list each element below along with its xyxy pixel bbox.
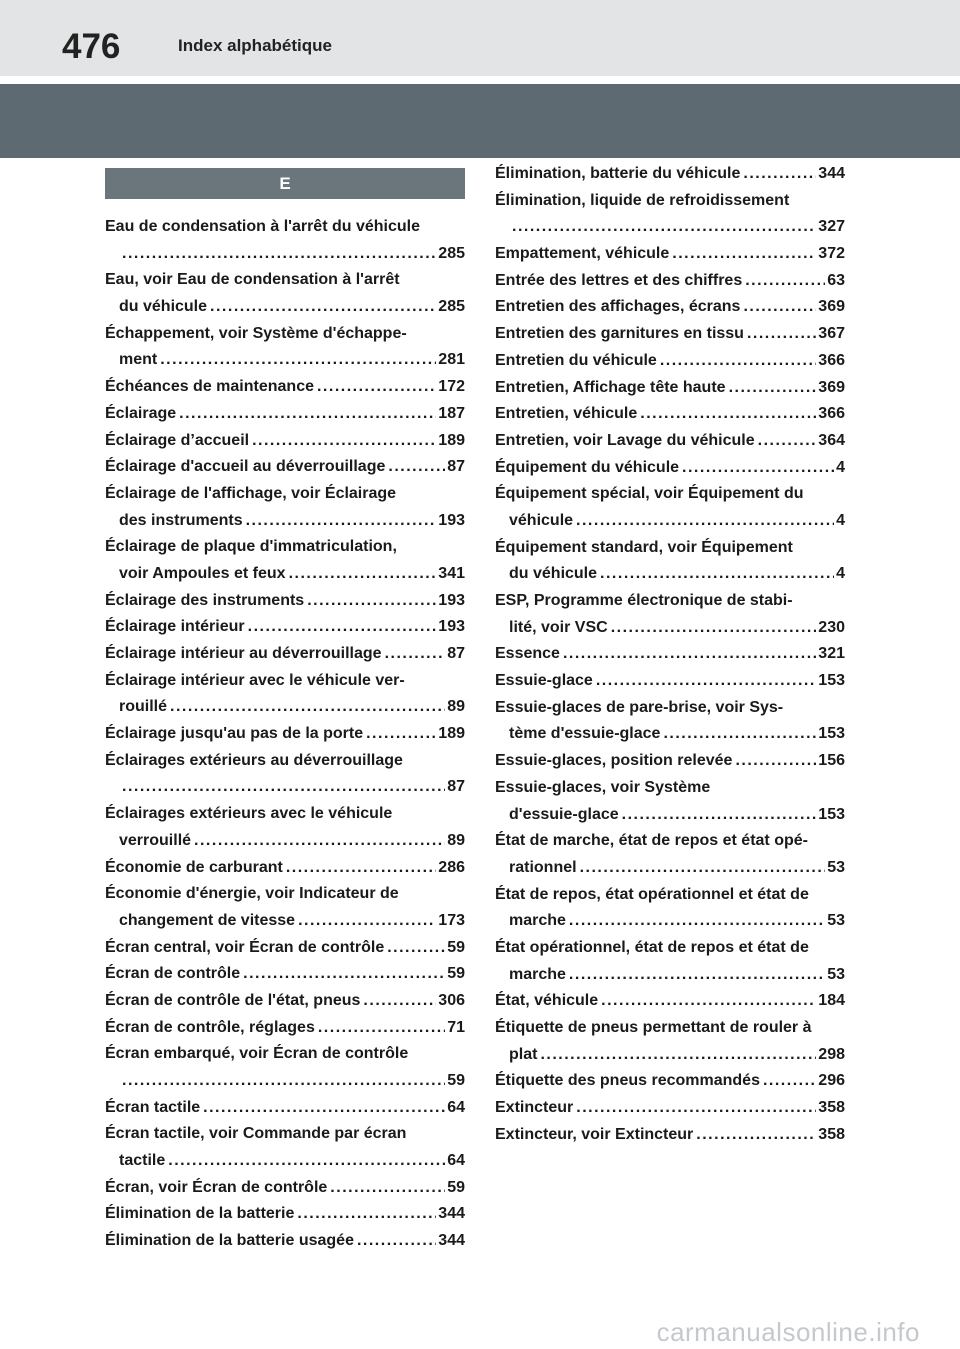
- index-entry: [495, 508, 845, 535]
- index-entry-text: Écran tactile, voir Commande par écran: [105, 1125, 407, 1143]
- index-entry: [495, 535, 845, 562]
- index-entry: [105, 935, 465, 962]
- index-entry-text: Éclairages extérieurs avec le véhicule: [105, 805, 393, 823]
- index-entry: [495, 802, 845, 829]
- dot-leader: [298, 908, 436, 935]
- dot-leader: [622, 802, 817, 829]
- index-entry-page: 366: [818, 405, 845, 423]
- index-entry-text: Écran de contrôle, réglages: [105, 1018, 315, 1036]
- index-entry: [105, 668, 465, 695]
- index-entry-text: tactile: [119, 1152, 166, 1170]
- index-entry: [495, 375, 845, 402]
- index-entry-text: Extincteur: [495, 1099, 574, 1117]
- dot-leader: [179, 401, 436, 428]
- dot-leader: [563, 641, 816, 668]
- index-entry-page: 364: [818, 431, 845, 449]
- index-entry-text: Éclairage intérieur avec le véhicule ver-: [105, 671, 405, 689]
- index-entry-text: du véhicule: [509, 565, 598, 583]
- index-entry-page: 358: [818, 1125, 845, 1143]
- index-entry: [495, 882, 845, 909]
- dot-leader: [747, 321, 816, 348]
- index-entry-text: Entretien du véhicule: [495, 351, 657, 369]
- index-entry: [495, 241, 845, 268]
- index-entry-text: verrouillé: [119, 831, 192, 849]
- index-entry: [105, 508, 465, 535]
- index-entry-page: 193: [438, 511, 465, 529]
- index-entry: [105, 588, 465, 615]
- index-entry-page: 369: [818, 298, 845, 316]
- index-entry-page: 64: [447, 1152, 465, 1170]
- index-entry: [105, 1175, 465, 1202]
- dot-leader: [160, 347, 436, 374]
- dot-leader: [289, 561, 437, 588]
- index-entry: [495, 561, 845, 588]
- index-entry: [105, 1201, 465, 1228]
- index-entry: [105, 428, 465, 455]
- index-entry: [105, 641, 465, 668]
- index-entry: [495, 1068, 845, 1095]
- index-entry-page: 369: [818, 378, 845, 396]
- index-entry-text: changement de vitesse: [119, 911, 296, 929]
- index-entry-page: 53: [827, 965, 845, 983]
- index-letter-heading: E: [105, 168, 465, 199]
- index-entry: [495, 321, 845, 348]
- index-entry-page: 372: [818, 245, 845, 263]
- index-entry: [495, 828, 845, 855]
- dot-leader: [286, 855, 436, 882]
- index-entry-page: 327: [818, 218, 845, 236]
- index-entry: [105, 1041, 465, 1068]
- header-banner: [0, 84, 960, 158]
- index-entry-text: Étiquette des pneus recommandés: [495, 1072, 760, 1090]
- index-entry: [105, 1228, 465, 1255]
- index-entry: [105, 748, 465, 775]
- index-entry-page: 87: [447, 778, 465, 796]
- index-entry: [495, 1095, 845, 1122]
- index-entry: [105, 1068, 465, 1095]
- index-entry: [495, 1042, 845, 1069]
- index-entry-text: Éclairage intérieur: [105, 618, 245, 636]
- index-entry-text: Élimination de la batterie usagée: [105, 1232, 354, 1250]
- index-entry-page: 286: [438, 858, 465, 876]
- index-entry-page: 367: [818, 325, 845, 343]
- index-entry-page: 89: [447, 831, 465, 849]
- index-entry-page: 306: [438, 991, 465, 1009]
- dot-leader: [363, 988, 436, 1015]
- dot-leader: [682, 455, 834, 482]
- index-entry: [495, 855, 845, 882]
- dot-leader: [600, 561, 834, 588]
- index-entry-text: Équipement standard, voir Équipement: [495, 538, 793, 556]
- index-entry: [495, 1015, 845, 1042]
- index-entry: [105, 454, 465, 481]
- index-entry-page: 285: [438, 298, 465, 316]
- dot-leader: [122, 241, 436, 268]
- index-entry-text: véhicule: [509, 511, 574, 529]
- index-entry-page: 189: [438, 431, 465, 449]
- dot-leader: [387, 935, 445, 962]
- index-entry-text: État, véhicule: [495, 992, 599, 1010]
- index-entry: [495, 935, 845, 962]
- dot-leader: [596, 668, 816, 695]
- index-entry-text: Écran tactile: [105, 1098, 201, 1116]
- index-entry-text: Écran de contrôle: [105, 965, 241, 983]
- dot-leader: [122, 1068, 445, 1095]
- index-entry: [105, 321, 465, 348]
- index-entry-text: Empattement, véhicule: [495, 245, 670, 263]
- index-entry-text: ment: [119, 351, 158, 369]
- index-entry-page: 64: [447, 1098, 465, 1116]
- index-entry: [105, 267, 465, 294]
- index-entry-text: Équipement du véhicule: [495, 458, 680, 476]
- index-entry: [495, 188, 845, 215]
- index-entry-text: Éclairage: [105, 404, 177, 422]
- index-entry: [105, 614, 465, 641]
- dot-leader: [194, 828, 445, 855]
- dot-leader: [758, 428, 817, 455]
- index-entry-text: d'essuie-glace: [509, 805, 619, 823]
- dot-leader: [122, 774, 445, 801]
- index-entry-page: 153: [818, 672, 845, 690]
- index-entry-page: 53: [827, 912, 845, 930]
- index-entry-page: 358: [818, 1099, 845, 1117]
- index-entry: [495, 161, 845, 188]
- index-entry-page: 4: [836, 511, 845, 529]
- index-entry-text: Étiquette de pneus permettant de rouler à: [495, 1019, 812, 1036]
- page-header: [0, 0, 960, 76]
- index-entry-text: lité, voir VSC: [509, 618, 608, 636]
- index-entry-text: Entretien, voir Lavage du véhicule: [495, 431, 755, 449]
- index-entry-text: Éclairage des instruments: [105, 591, 305, 609]
- dot-leader: [388, 454, 445, 481]
- index-entry: [495, 1122, 845, 1149]
- index-entry-text: Éclairage jusqu'au pas de la porte: [105, 725, 364, 743]
- index-entry-text: voir Ampoules et feux: [119, 564, 286, 582]
- index-entry-text: État de marche, état de repos et état opé-: [495, 832, 808, 850]
- index-entry: [495, 294, 845, 321]
- dot-leader: [569, 908, 825, 935]
- index-entry-page: 344: [438, 1232, 465, 1250]
- index-entry: [105, 347, 465, 374]
- dot-leader: [317, 374, 436, 401]
- dot-leader: [243, 961, 445, 988]
- index-entry-text: État opérationnel, état de repos et état de: [495, 938, 809, 956]
- index-entry: [105, 961, 465, 988]
- index-entry-text: Entretien des garnitures en tissu: [495, 325, 744, 343]
- watermark-strip: [0, 1313, 960, 1349]
- index-entry-text: Extincteur, voir Extincteur: [495, 1125, 694, 1143]
- index-entry-page: 366: [818, 351, 845, 369]
- dot-leader: [252, 428, 436, 455]
- index-entry-text: ESP, Programme électronique de stabi-: [495, 592, 793, 609]
- index-entry-text: du véhicule: [119, 298, 208, 316]
- index-entry-text: Essence: [495, 645, 560, 663]
- index-entry: [495, 401, 845, 428]
- index-entry: [495, 988, 845, 1015]
- index-entry-page: 193: [438, 591, 465, 609]
- index-column-left: [105, 214, 465, 1255]
- section-title: Index alphabétique: [178, 36, 332, 55]
- dot-leader: [330, 1175, 445, 1202]
- dot-leader: [248, 614, 437, 641]
- dot-leader: [170, 694, 445, 721]
- index-entry-page: 4: [836, 458, 845, 476]
- index-entry: [105, 401, 465, 428]
- index-entry-text: État de repos, état opérationnel et état de: [495, 885, 809, 903]
- index-entry-page: 59: [447, 938, 465, 956]
- index-entry-page: 153: [818, 725, 845, 743]
- index-entry-text: Entrée des lettres et des chiffres: [495, 271, 743, 289]
- index-entry-page: 298: [818, 1045, 845, 1063]
- dot-leader: [601, 988, 816, 1015]
- index-entry: [105, 561, 465, 588]
- dot-leader: [385, 641, 446, 668]
- index-entry-page: 341: [438, 564, 465, 582]
- index-entry-text: Eau, voir Eau de condensation à l'arrêt: [105, 271, 400, 289]
- dot-leader: [745, 268, 825, 295]
- dot-leader: [735, 748, 816, 775]
- index-entry-text: Élimination, liquide de refroidissement: [495, 191, 790, 209]
- index-entry: [105, 294, 465, 321]
- index-entry-text: Écran embarqué, voir Écran de contrôle: [105, 1045, 409, 1063]
- index-entry-page: 173: [438, 911, 465, 929]
- dot-leader: [366, 721, 436, 748]
- index-entry-text: marche: [509, 965, 566, 983]
- dot-leader: [210, 294, 436, 321]
- dot-leader: [297, 1201, 436, 1228]
- index-entry: [105, 801, 465, 828]
- dot-leader: [203, 1095, 445, 1122]
- index-entry-text: rouillé: [119, 698, 168, 716]
- dot-leader: [743, 294, 816, 321]
- index-entry-text: Entretien, Affichage tête haute: [495, 378, 726, 396]
- index-entry: [105, 241, 465, 268]
- watermark-text: carmanualsonline.info: [656, 1317, 920, 1347]
- dot-leader: [660, 348, 816, 375]
- dot-leader: [318, 1015, 445, 1042]
- dot-leader: [168, 1148, 445, 1175]
- dot-leader: [672, 241, 816, 268]
- index-entry-page: 59: [447, 1178, 465, 1196]
- dot-leader: [696, 1122, 816, 1149]
- dot-leader: [576, 508, 834, 535]
- index-entry: [105, 774, 465, 801]
- index-entry-text: Éclairage d'accueil au déverrouillage: [105, 458, 386, 476]
- index-entry-text: des instruments: [119, 511, 243, 529]
- index-entry-text: Économie de carburant: [105, 858, 283, 876]
- index-entry: [495, 908, 845, 935]
- index-entry-page: 344: [438, 1205, 465, 1223]
- index-entry: [105, 1148, 465, 1175]
- dot-leader: [246, 508, 437, 535]
- index-entry-text: Élimination, batterie du véhicule: [495, 165, 741, 182]
- index-entry-page: 193: [438, 618, 465, 636]
- dot-leader: [729, 375, 817, 402]
- dot-leader: [512, 214, 816, 241]
- index-entry-text: Essuie-glaces de pare-brise, voir Sys-: [495, 698, 784, 716]
- index-entry-page: 59: [447, 965, 465, 983]
- index-entry: [495, 268, 845, 295]
- dot-leader: [580, 855, 826, 882]
- index-entry-text: Entretien, véhicule: [495, 405, 638, 423]
- index-entry-text: marche: [509, 912, 566, 930]
- index-entry-text: Écran central, voir Écran de contrôle: [105, 938, 385, 956]
- index-entry: [495, 615, 845, 642]
- index-entry-text: Échappement, voir Système d'échappe-: [105, 324, 407, 342]
- index-entry-page: 189: [438, 725, 465, 743]
- index-entry-text: Éclairage de l'affichage, voir Éclairage: [105, 484, 397, 502]
- index-entry-text: rationnel: [509, 858, 577, 876]
- index-entry-page: 187: [438, 404, 465, 422]
- index-entry: [495, 695, 845, 722]
- dot-leader: [357, 1228, 436, 1255]
- index-entry-text: Élimination de la batterie: [105, 1205, 295, 1223]
- index-entry-page: 53: [827, 858, 845, 876]
- index-entry-text: Éclairage de plaque d'immatriculation,: [105, 538, 397, 556]
- index-entry-text: Éclairages extérieurs au déverrouillage: [105, 751, 403, 769]
- index-entry-page: 156: [818, 752, 845, 770]
- dot-leader: [640, 401, 816, 428]
- index-entry-page: 321: [818, 645, 845, 663]
- index-entry-page: 296: [818, 1072, 845, 1090]
- index-entry: [105, 988, 465, 1015]
- index-entry: [495, 668, 845, 695]
- index-entry-page: 285: [438, 244, 465, 262]
- dot-leader: [576, 1095, 816, 1122]
- index-entry-text: Économie d'énergie, voir Indicateur de: [105, 885, 399, 903]
- dot-leader: [307, 588, 436, 615]
- index-entry-text: Entretien des affichages, écrans: [495, 298, 741, 316]
- index-entry-page: 344: [818, 165, 845, 182]
- index-entry-text: Écran de contrôle de l'état, pneus: [105, 991, 361, 1009]
- index-entry-page: 87: [447, 458, 465, 476]
- index-entry: [495, 428, 845, 455]
- dot-leader: [743, 161, 816, 188]
- index-entry: [105, 214, 465, 241]
- index-entry-page: 184: [818, 992, 845, 1010]
- index-column-right: [495, 161, 845, 1148]
- dot-leader: [569, 962, 825, 989]
- page-number: 476: [62, 27, 121, 66]
- index-entry: [495, 481, 845, 508]
- index-entry-page: 172: [438, 378, 465, 396]
- index-entry-page: 89: [447, 698, 465, 716]
- index-entry-text: tème d'essuie-glace: [509, 725, 661, 743]
- index-entry-page: 281: [438, 351, 465, 369]
- index-entry: [105, 374, 465, 401]
- index-entry: [105, 881, 465, 908]
- index-entry: [495, 721, 845, 748]
- index-entry: [105, 534, 465, 561]
- dot-leader: [663, 721, 816, 748]
- index-entry-text: Essuie-glaces, voir Système: [495, 778, 711, 796]
- dot-leader: [540, 1042, 816, 1069]
- index-entry: [495, 455, 845, 482]
- index-entry-text: Échéances de maintenance: [105, 378, 314, 396]
- index-entry: [495, 348, 845, 375]
- index-entry: [105, 828, 465, 855]
- index-entry-page: 153: [818, 805, 845, 823]
- index-entry-text: Écran, voir Écran de contrôle: [105, 1178, 328, 1196]
- index-entry: [105, 1015, 465, 1042]
- index-entry-text: Éclairage intérieur au déverrouillage: [105, 645, 382, 662]
- index-entry-page: 59: [447, 1072, 465, 1089]
- index-entry-page: 4: [836, 565, 845, 583]
- index-entry-page: 63: [827, 271, 845, 289]
- index-entry: [105, 481, 465, 508]
- index-entry: [495, 962, 845, 989]
- index-entry: [105, 1095, 465, 1122]
- index-entry: [105, 908, 465, 935]
- index-entry-text: Essuie-glace: [495, 672, 593, 690]
- index-entry-text: Éclairage d’accueil: [105, 431, 250, 449]
- index-entry: [105, 721, 465, 748]
- index-entry-text: plat: [509, 1045, 538, 1063]
- index-entry: [495, 748, 845, 775]
- index-entry: [495, 775, 845, 802]
- index-entry-text: Eau de condensation à l'arrêt du véhicule: [105, 218, 420, 235]
- index-entry-page: 230: [818, 618, 845, 636]
- index-entry-page: 71: [447, 1018, 465, 1036]
- index-entry: [105, 855, 465, 882]
- index-entry-text: Équipement spécial, voir Équipement du: [495, 485, 804, 503]
- index-entry: [495, 641, 845, 668]
- index-entry: [495, 214, 845, 241]
- dot-leader: [763, 1068, 816, 1095]
- index-entry: [105, 1121, 465, 1148]
- index-entry-text: Essuie-glaces, position relevée: [495, 752, 733, 770]
- dot-leader: [611, 615, 817, 642]
- index-entry-page: 87: [447, 645, 465, 662]
- index-entry: [105, 694, 465, 721]
- index-entry: [495, 588, 845, 615]
